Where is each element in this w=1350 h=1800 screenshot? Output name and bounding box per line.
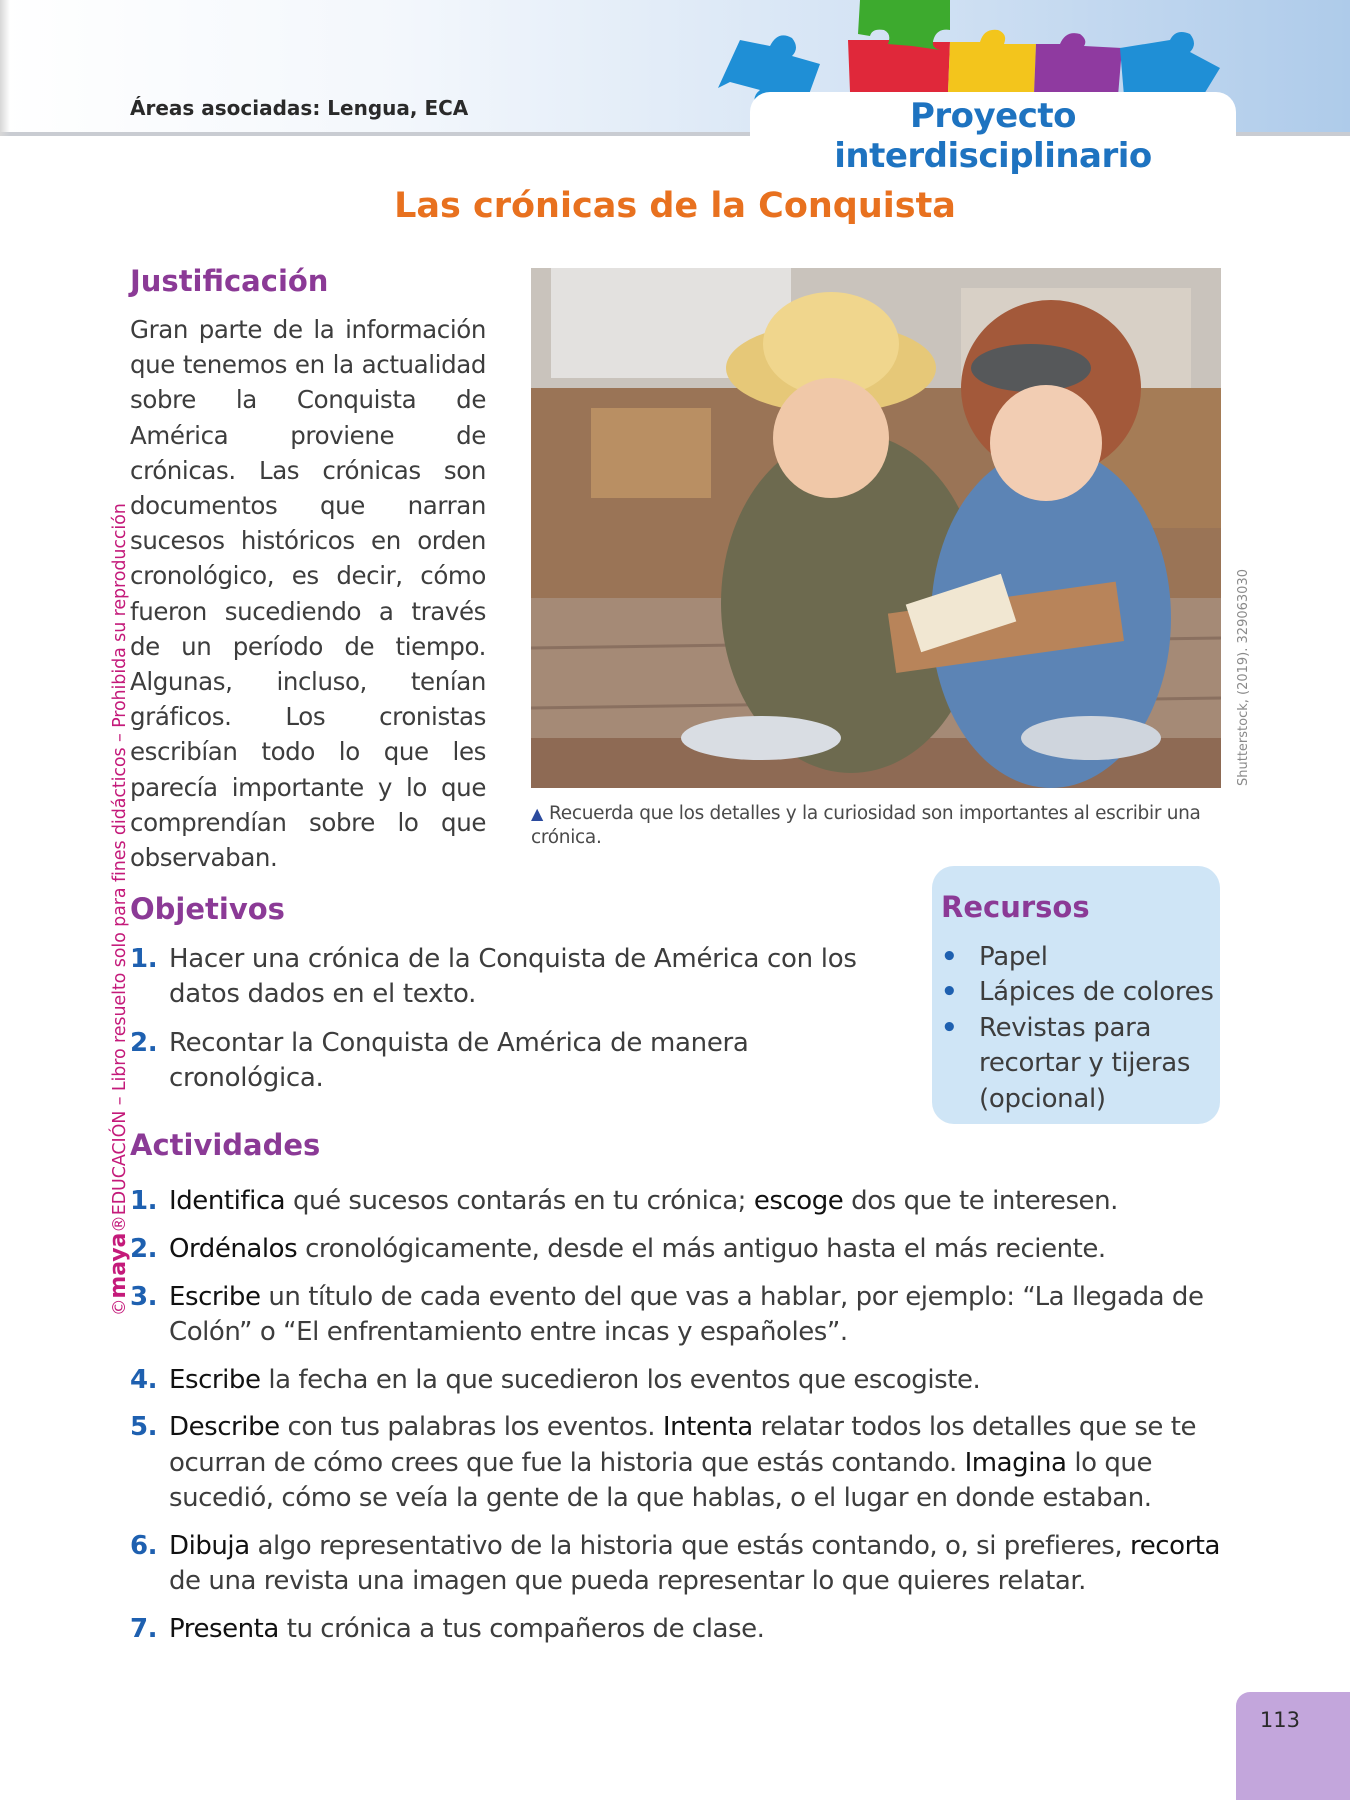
photo-credit: Shutterstock, (2019). 329063030: [1236, 569, 1251, 786]
action-verb: Intenta: [662, 1412, 753, 1443]
header-shadow: [0, 0, 10, 136]
actividad-text: cronológicamente, desde el más antiguo hasta el más reciente.: [297, 1233, 1106, 1264]
actividad-text: un título de cada evento del que vas a hablar, por ejemplo: “La llegada de Colón” o “El enfrentamiento entre incas y españoles”.: [169, 1281, 1204, 1347]
actividad-item: [130, 1612, 1225, 1647]
item-number: 4.: [130, 1364, 158, 1395]
item-number: 1.: [130, 1186, 158, 1216]
actividad-item: [130, 1410, 1225, 1516]
actividad-item: [130, 1529, 1225, 1600]
actividades-list: [130, 1184, 1225, 1660]
action-verb: Escribe: [169, 1364, 261, 1395]
children-reading-photo: [531, 268, 1221, 788]
side-copyright-note: [106, 503, 131, 1316]
actividad-text: qué sucesos contarás en tu crónica;: [285, 1186, 754, 1216]
recurso-text: Revistas para recortar y tijeras (opcional): [979, 1012, 1191, 1114]
justificacion-paragraph: Gran parte de la información que tenemos en la actualidad sobre la Conquista de América proviene de crónicas. Las crónicas son documentos que narran sucesos históricos en orden cronológico, es decir, cómo fueron sucediendo a través de un período de tiempo. Algunas, incluso, tenían gráficos. Los cronistas escribían todo lo que les parecía importante y lo que comprendían sobre lo que observaban.: [130, 315, 486, 873]
actividad-text: tu crónica a tus compañeros de clase.: [278, 1613, 765, 1644]
item-number: 3.: [130, 1281, 158, 1312]
action-verb: Escribe: [169, 1281, 261, 1312]
action-verb: Describe: [169, 1412, 280, 1443]
actividad-item: [130, 1184, 1225, 1219]
associated-areas-label: Áreas asociadas: Lengua, ECA: [130, 96, 469, 120]
action-verb: escoge: [753, 1186, 844, 1216]
action-verb: recorta: [1130, 1530, 1221, 1561]
photo-caption: [531, 802, 1221, 850]
objetivo-item: [130, 1026, 890, 1096]
brand-logo-text: maya: [106, 1232, 131, 1299]
page-number: 113: [1259, 1708, 1300, 1732]
objetivos-heading: Objetivos: [130, 892, 285, 926]
objetivo-text: Hacer una crónica de la Conquista de América con los datos dados en el texto.: [169, 944, 857, 1009]
objetivo-text: Recontar la Conquista de América de manera cronológica.: [169, 1028, 749, 1093]
item-number: 2.: [130, 1233, 158, 1264]
actividad-text: dos que te interesen.: [843, 1186, 1118, 1216]
item-number: 5.: [130, 1412, 158, 1443]
action-verb: Presenta: [169, 1613, 279, 1644]
item-number: 2.: [130, 1028, 158, 1058]
actividad-text: de una revista una imagen que pueda representar lo que quieres relatar.: [169, 1566, 1086, 1597]
copyright-symbol: ©: [110, 1298, 130, 1316]
action-verb: Identifica: [169, 1186, 286, 1216]
recurso-text: Papel: [979, 942, 1048, 972]
recurso-item: [941, 975, 1217, 1010]
registered-symbol: ®: [110, 1215, 130, 1233]
objetivo-item: [130, 942, 890, 1012]
actividades-heading: Actividades: [130, 1128, 321, 1162]
actividad-item: [130, 1232, 1225, 1267]
recurso-text: Lápices de colores: [979, 977, 1214, 1008]
item-number: 6.: [130, 1530, 158, 1561]
objetivos-list: [130, 942, 890, 1110]
project-title: Proyecto interdisciplinario: [834, 96, 1152, 176]
actividad-item: [130, 1363, 1225, 1398]
bullet-icon: •: [941, 977, 958, 1008]
actividad-text: relatar todos los detalles que se te ocurran de cómo crees que fue la historia que estás contando.: [169, 1412, 1197, 1478]
recursos-list: [941, 940, 1217, 1117]
actividad-text: lo que sucedió, cómo se veía la gente de la que hablas, o el lugar en donde estaban.: [169, 1447, 1152, 1514]
bullet-icon: •: [941, 942, 958, 972]
item-number: 1.: [130, 944, 158, 974]
recurso-item: [941, 1011, 1217, 1117]
action-verb: Ordénalos: [169, 1233, 298, 1264]
puzzle-piece-purple: [1034, 33, 1122, 96]
actividad-text: algo representativo de la historia que estás contando, o, si prefieres,: [249, 1530, 1131, 1561]
copyright-text: EDUCACIÓN – Libro resuelto solo para fines didácticos – Prohibida su reproducción: [110, 503, 130, 1216]
recursos-heading: Recursos: [941, 890, 1090, 924]
puzzle-piece-yellow: [948, 30, 1036, 94]
actividad-item: [130, 1280, 1225, 1351]
action-verb: Imagina: [964, 1447, 1067, 1478]
actividad-text: la fecha en la que sucedieron los eventos que escogiste.: [260, 1364, 981, 1395]
bullet-icon: •: [941, 1012, 958, 1043]
action-verb: Dibuja: [169, 1530, 250, 1561]
recurso-item: [941, 940, 1217, 975]
justificacion-heading: Justificación: [130, 264, 329, 298]
page-title: Las crónicas de la Conquista: [394, 186, 956, 226]
triangle-marker-icon: ▲: [531, 804, 544, 823]
photo-caption-text: Recuerda que los detalles y la curiosidad son importantes al escribir una crónica.: [531, 803, 1201, 848]
actividad-text: con tus palabras los eventos.: [279, 1412, 663, 1443]
item-number: 7.: [130, 1613, 158, 1644]
